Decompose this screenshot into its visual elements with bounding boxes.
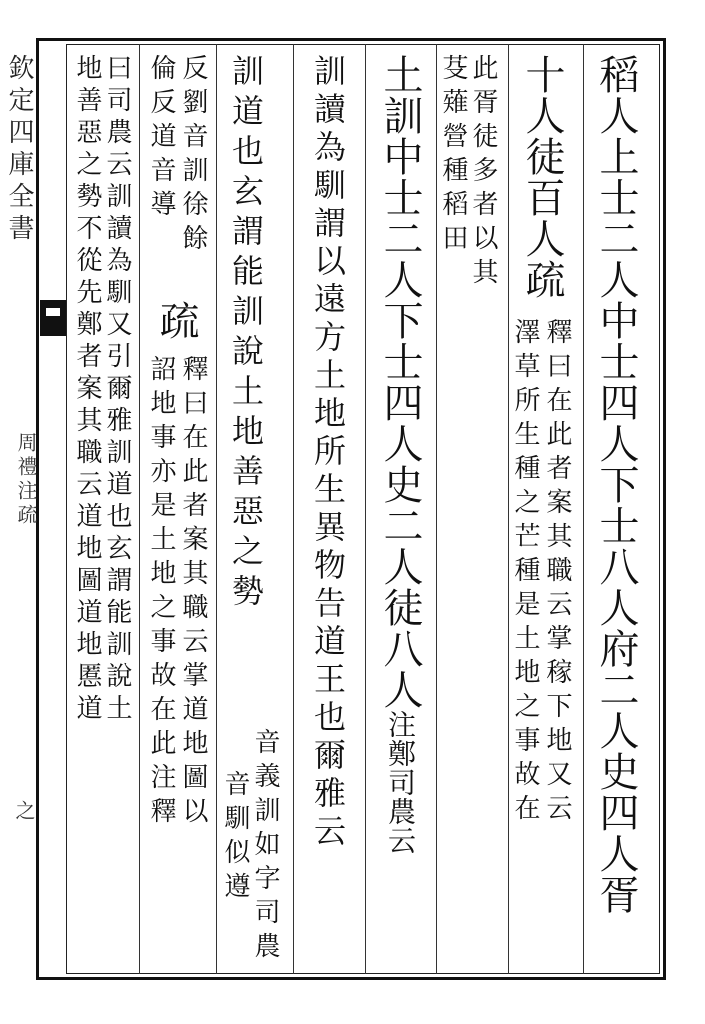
main-text: 土訓中士二人下士四人史二人徒八人 [377, 54, 423, 710]
column-rule [436, 44, 437, 974]
annotation-text: 鄭司農云 [384, 739, 417, 855]
text-column-8-right: 曰司農云訓讀為馴又引爾雅訓道也玄謂能訓說土 [102, 54, 132, 726]
annotation-text: 訓道也玄謂能訓說土地善惡之勢 [227, 54, 265, 614]
text-column-6-main [227, 54, 265, 614]
text-column-2-main [519, 54, 565, 300]
text-column-5: 訓讀為馴謂以遠方土地所生異物告道王也爾雅云 [309, 54, 347, 852]
column-rule [365, 44, 366, 974]
text-column-2-note-left: 澤草所生種之芒種是土地之事故在 [510, 318, 540, 828]
fish-tail-mark [40, 300, 66, 336]
annotation-marker: 注 [384, 710, 417, 739]
text-column-6-note-right [252, 728, 278, 966]
text-column-1: 稻人上士二人中士四人下士八人府二人史四人胥 [593, 54, 639, 915]
book-title: 周禮注疏 [14, 432, 38, 528]
page-mark: 之 [12, 800, 36, 824]
text-column-2-note-right: 釋曰在此者案其職云掌稼下地又云 [542, 318, 572, 828]
text-column-7-commentary-right: 釋曰在此者案其職云掌道地圖以 [178, 355, 208, 831]
column-rule [216, 44, 217, 974]
phonetic-note: 訓如字司農 [250, 796, 280, 966]
commentary-marker: 疏 [153, 300, 199, 341]
text-column-7-commentary-left: 詔地事亦是土地之事故在此注釋 [146, 355, 176, 831]
text-column-3-note-right: 此胥徒多者以其 [468, 54, 498, 292]
column-rule [139, 44, 140, 974]
column-rule [293, 44, 294, 974]
series-title: 欽定四庫全書 [4, 54, 34, 246]
column-rule [508, 44, 509, 974]
commentary-marker: 疏 [519, 259, 565, 300]
text-column-7-note-left: 倫反道音導 [146, 54, 176, 224]
column-rule [583, 44, 584, 974]
text-column-6-note-left: 音馴似遵 [220, 770, 250, 906]
text-column-7-note-right: 反劉音訓徐餘 [178, 54, 208, 258]
main-text: 十人徒百人 [519, 54, 565, 259]
phonetic-marker: 音義 [250, 728, 280, 796]
text-column-4-main [377, 54, 423, 855]
text-column-3-note-left: 芟薙營種稻田 [438, 54, 468, 258]
text-column-8-left: 地善惡之勢不從先鄭者案其職云道地圖道地慝道 [72, 54, 102, 726]
